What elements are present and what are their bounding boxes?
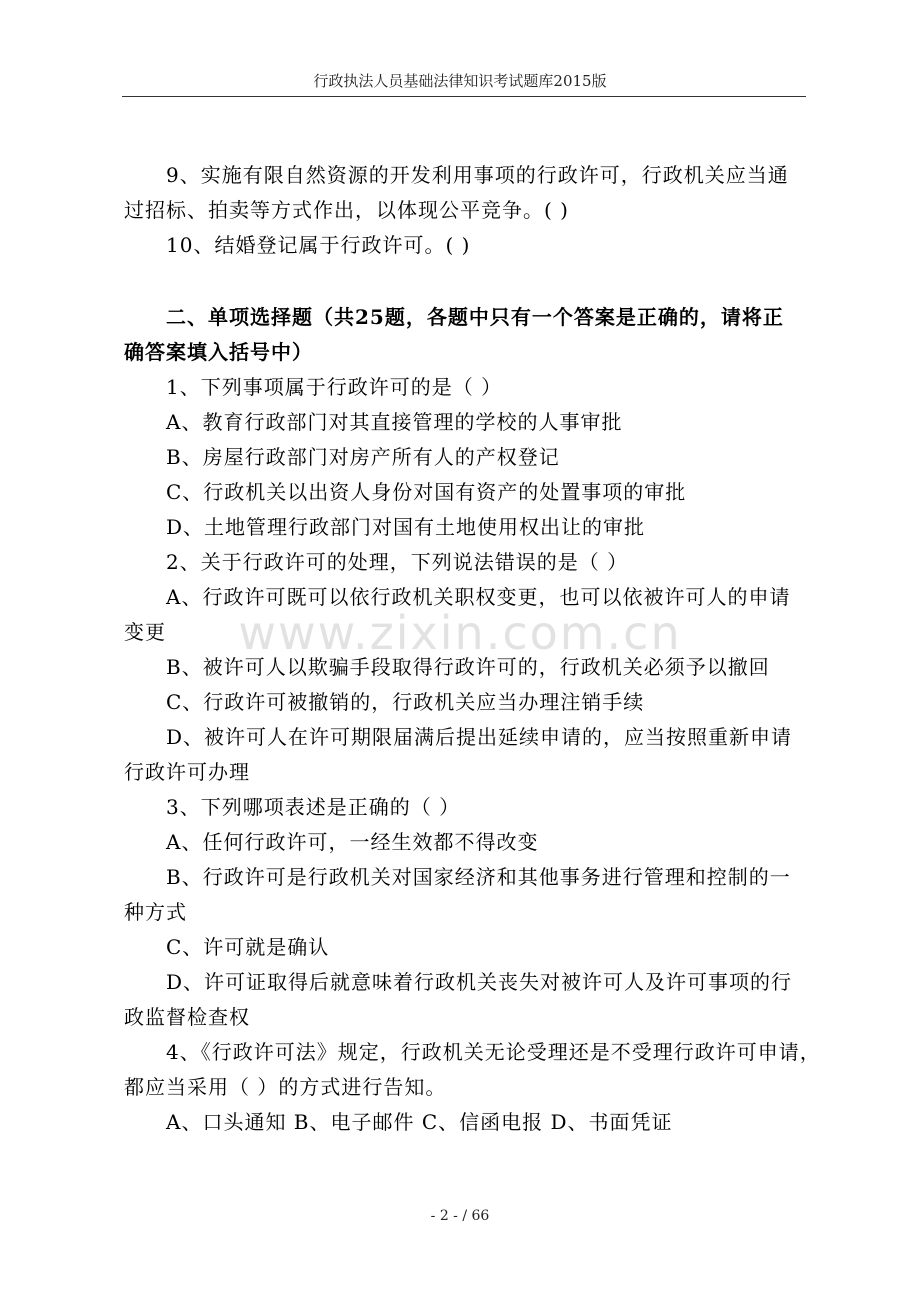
section-heading-line-2: 确答案填入括号中） [124,340,313,364]
question-1-option-b: B、房屋行政部门对房产所有人的产权登记 [166,445,560,469]
question-3-option-d-line-1: D、许可证取得后就意味着行政机关丧失对被许可人及许可事项的行 [166,970,793,994]
question-3-option-c: C、许可就是确认 [166,935,330,959]
question-2-option-d-line-1: D、被许可人在许可期限届满后提出延续申请的，应当按照重新申请 [166,725,793,749]
question-2-option-a-line-2: 变更 [124,620,166,644]
question-1-option-c: C、行政机关以出资人身份对国有资产的处置事项的审批 [166,480,687,504]
page-header: 行政执法人员基础法律知识考试题库2015版 [313,72,607,90]
page-number: - 2 - / 66 [430,1208,490,1224]
question-3-option-d-line-2: 政监督检查权 [124,1005,250,1029]
question-4-line-2: 都应当采用（ ）的方式进行告知。 [124,1075,447,1099]
question-2-option-a-line-1: A、行政许可既可以依行政机关职权变更，也可以依被许可人的申请 [166,585,791,609]
question-3-option-a: A、任何行政许可，一经生效都不得改变 [166,830,539,854]
section-heading-line-1: 二、单项选择题（共25题，各题中只有一个答案是正确的，请将正 [166,305,784,329]
question-2-option-b: B、被许可人以欺骗手段取得行政许可的，行政机关必须予以撤回 [166,655,770,679]
question-3-option-b-line-1: B、行政许可是行政机关对国家经济和其他事务进行管理和控制的一 [166,865,791,889]
watermark: www.zixin.com.cn [238,606,682,660]
question-3-option-b-line-2: 种方式 [124,900,187,924]
question-2-option-d-line-2: 行政许可办理 [124,760,250,784]
document-body [124,158,821,1140]
question-9-line-1: 9、实施有限自然资源的开发利用事项的行政许可，行政机关应当通 [166,163,789,187]
question-9-line-2: 过招标、拍卖等方式作出，以体现公平竞争。( ) [124,198,569,222]
question-1-option-d: D、土地管理行政部门对国有土地使用权出让的审批 [166,515,646,539]
question-4-line-1: 4、《行政许可法》规定，行政机关无论受理还是不受理行政许可申请， [166,1040,821,1064]
question-4-options: A、口头通知 B、电子邮件 C、信函电报 D、书面凭证 [166,1110,673,1134]
question-10: 10、结婚登记属于行政许可。( ) [166,233,471,257]
question-1: 1、下列事项属于行政许可的是（ ） [166,375,503,399]
header-divider [122,96,806,97]
question-1-option-a: A、教育行政部门对其直接管理的学校的人事审批 [166,410,623,434]
question-2-option-c: C、行政许可被撤销的，行政机关应当办理注销手续 [166,690,645,714]
question-3: 3、下列哪项表述是正确的（ ） [166,795,461,819]
question-2: 2、关于行政许可的处理，下列说法错误的是（ ） [166,550,629,574]
